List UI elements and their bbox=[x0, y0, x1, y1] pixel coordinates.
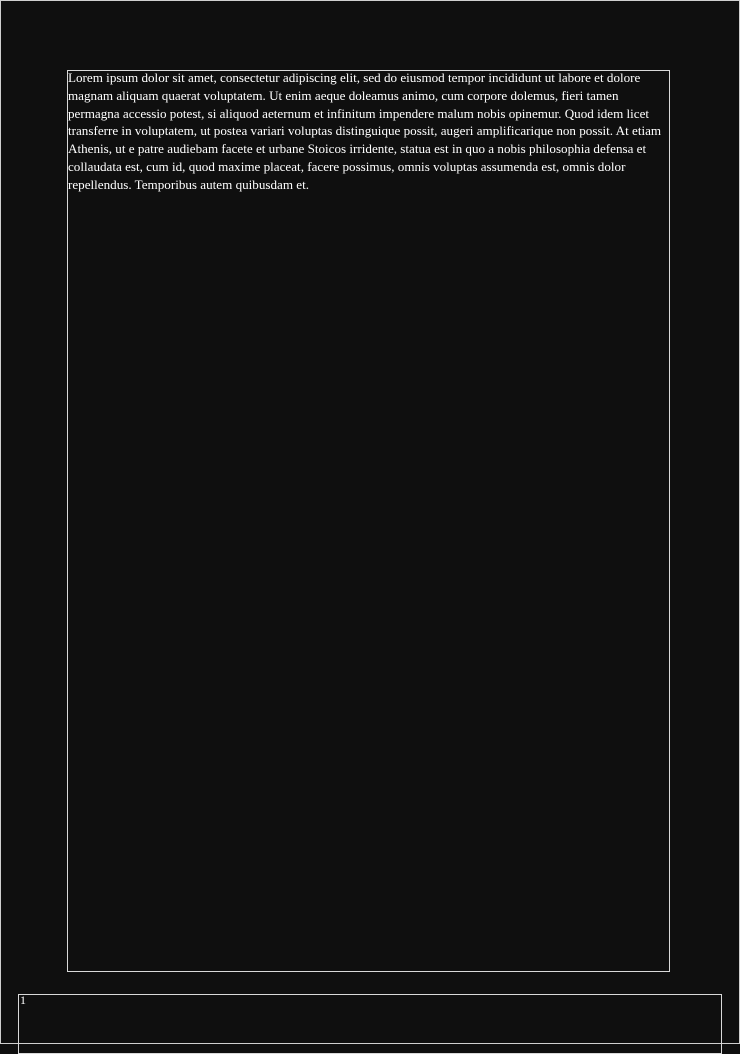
text-frame bbox=[67, 70, 670, 972]
page-number: 1 bbox=[20, 993, 26, 1007]
body-paragraph: Lorem ipsum dolor sit amet, consectetur adipiscing elit, sed do eiusmod tempor incididunt ut labore et dolore magnam aliquam quaerat voluptatem. Ut enim aeque doleamus animo, cum corpore dolemus, fieri tamen permagna accessio potest, si aliquod aeternum et infinitum impendere malum nobis opinemur. Quod idem licet transferre in voluptatem, ut postea variari voluptas distinguique possit, augeri amplificarique non possit. At etiam Athenis, ut e patre audiebam facete et urbane Stoicos irridente, statua est in quo a nobis philosophia defensa et collaudata est, cum id, quod maxime placeat, facere possimus, omnis voluptas assumenda est, omnis dolor repellendus. Temporibus autem quibusdam et. bbox=[68, 70, 662, 192]
footer-frame bbox=[18, 994, 722, 1054]
